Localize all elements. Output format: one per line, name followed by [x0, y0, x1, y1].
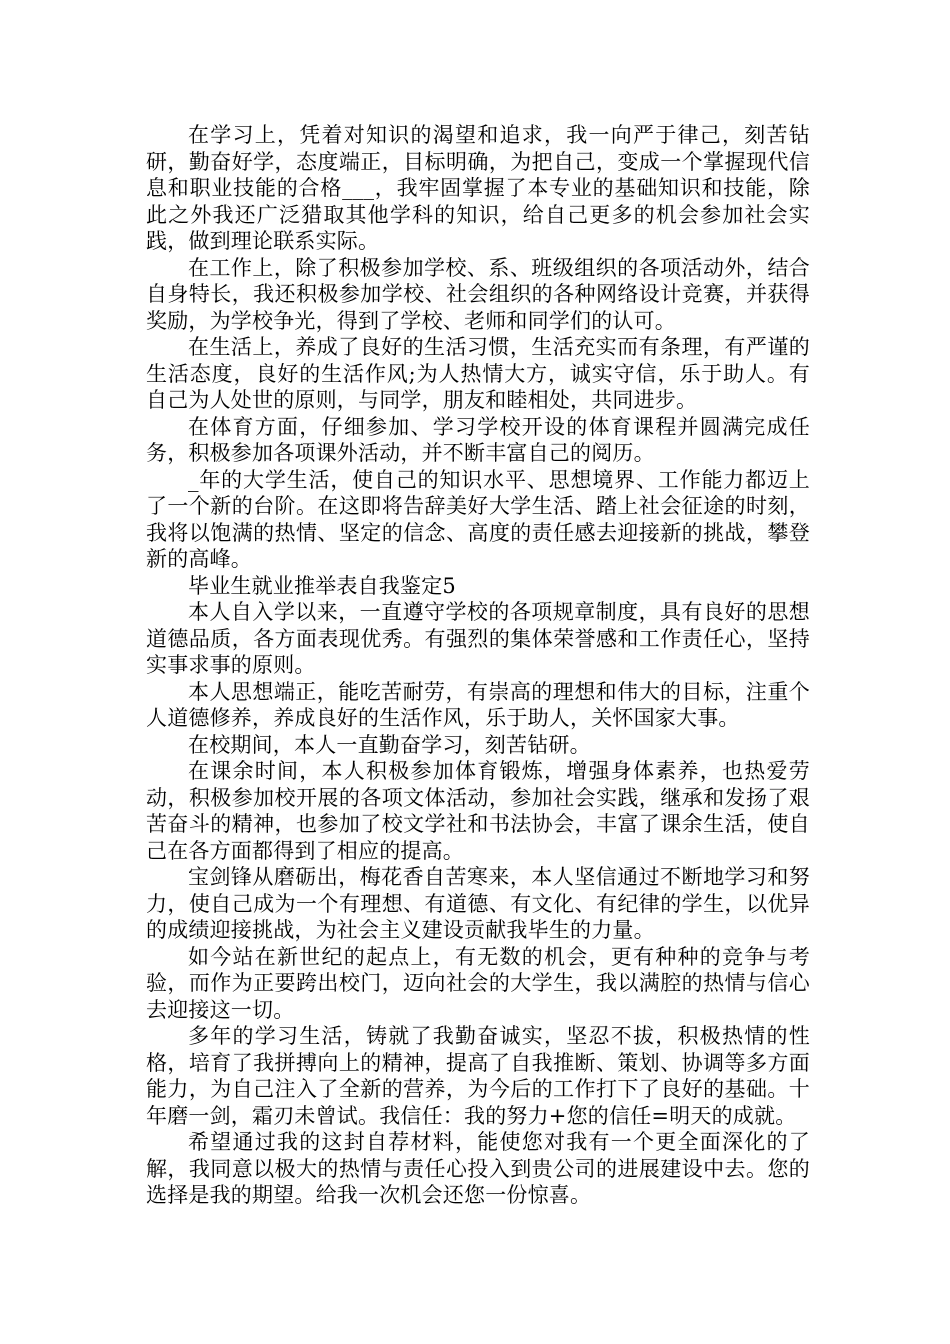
- paragraph-years-study: 多年的学习生活，铸就了我勤奋诚实，坚忍不拔，积极热情的性格，培育了我拼搏向上的精神，提高了自我推断、策划、协调等多方面能力，为自己注入了全新的营养，为今后的工作打下了良好的基础。十年磨一剑，霜刃未曾试。我信任：我的努力+您的信任=明天的成就。: [146, 1024, 810, 1128]
- paragraph-sword-motto: 宝剑锋从磨砺出，梅花香自苦寒来，本人坚信通过不断地学习和努力，使自己成为一个有理想、有道德、有文化、有纪律的学生，以优异的成绩迎接挑战，为社会主义建设贡献我毕生的力量。: [146, 865, 810, 942]
- paragraph-life: 在生活上，养成了良好的生活习惯，生活充实而有条理，有严谨的生活态度，良好的生活作风;为人热情大方，诚实守信，乐于助人。有自己为人处世的原则，与同学，朋友和睦相处，共同进步。: [146, 335, 810, 412]
- section-heading: 毕业生就业推举表自我鉴定5: [188, 573, 456, 598]
- document-page: [146, 122, 810, 1209]
- paragraph-study: 在学习上，凭着对知识的渴望和追求，我一向严于律己，刻苦钻研，勤奋好学，态度端正，目标明确，为把自己，变成一个掌握现代信息和职业技能的合格___，我牢固掌握了本专业的基础知识和技能，除此之外我还广泛猎取其他学科的知识，给自己更多的机会参加社会实践，做到理论联系实际。: [146, 123, 810, 253]
- paragraph-university-years: _年的大学生活，使自己的知识水平、思想境界、工作能力都迈上了一个新的台阶。在这即将告辞美好大学生活、踏上社会征途的时刻，我将以饱满的热情、坚定的信念、高度的责任感去迎接新的挑战，攀登新的高峰。: [146, 467, 810, 571]
- paragraph-at-school: 在校期间，本人一直勤奋学习，刻苦钻研。: [188, 732, 591, 757]
- paragraph-new-century: 如今站在新世纪的起点上，有无数的机会，更有种种的竞争与考验，而作为正要跨出校门，迈向社会的大学生，我以满腔的热情与信心去迎接这一切。: [146, 944, 810, 1022]
- paragraph-sports: 在体育方面，仔细参加、学习学校开设的体育课程并圆满完成任务，积极参加各项课外活动，并不断丰富自己的阅历。: [146, 414, 810, 465]
- paragraph-spare-time: 在课余时间，本人积极参加体育锻炼，增强身体素养，也热爱劳动，积极参加校开展的各项文体活动，参加社会实践，继承和发扬了艰苦奋斗的精神，也参加了校文学社和书法协会，丰富了课余生活，使自己在各方面都得到了相应的提高。: [146, 759, 810, 863]
- paragraph-since-enrollment: 本人自入学以来，一直遵守学校的各项规章制度，具有良好的思想道德品质，各方面表现优秀。有强烈的集体荣誉感和工作责任心，坚持实事求事的原则。: [146, 600, 810, 677]
- paragraph-thought: 本人思想端正，能吃苦耐劳，有崇高的理想和伟大的目标，注重个人道德修养，养成良好的生活作风，乐于助人，关怀国家大事。: [146, 679, 810, 730]
- paragraph-closing: 希望通过我的这封自荐材料，能使您对我有一个更全面深化的了解，我同意以极大的热情与责任心投入到贵公司的进展建设中去。您的选择是我的期望。给我一次机会还您一份惊喜。: [146, 1130, 810, 1207]
- paragraph-work: 在工作上，除了积极参加学校、系、班级组织的各项活动外，结合自身特长，我还积极参加学校、社会组织的各种网络设计竞赛，并获得奖励，为学校争光，得到了学校、老师和同学们的认可。: [146, 255, 810, 333]
